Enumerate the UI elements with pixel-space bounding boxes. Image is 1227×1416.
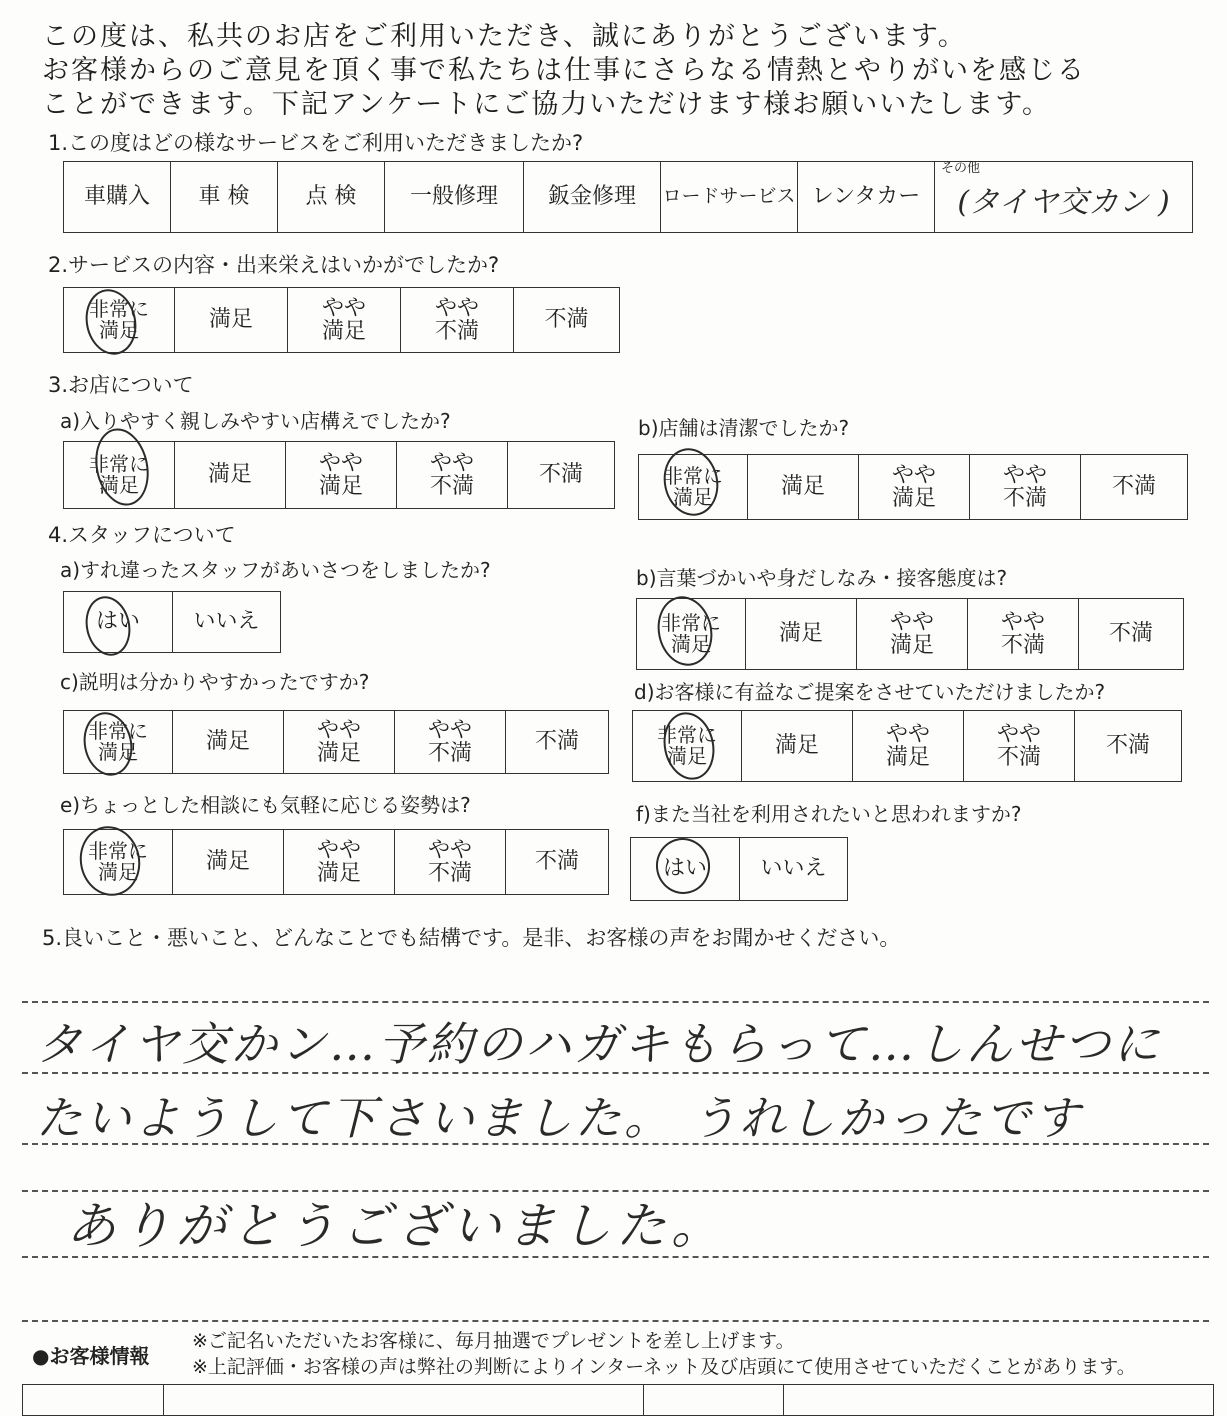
intro-line-2: お客様からのご意見を頂く事で私たちは仕事にさらなる情熱とやりがいを感じる bbox=[42, 55, 1086, 86]
q4a-yes[interactable]: はい bbox=[64, 592, 173, 653]
customer-info-note-2: ※上記評価・お客様の声は弊社の判断によりインターネット及び店頭にて使用させていただくことがあります。 bbox=[192, 1356, 1136, 1378]
q1-option-inspection[interactable]: 点 検 bbox=[278, 162, 385, 233]
comment-line-2 bbox=[22, 1072, 1209, 1074]
q1-options bbox=[63, 161, 1193, 233]
q3b-question: b)店舗は清潔でしたか? bbox=[638, 416, 850, 440]
q1-other-label: その他 bbox=[941, 161, 981, 176]
q2-satisfied[interactable]: 満足 bbox=[175, 288, 288, 353]
intro-line-3: ことができます。下記アンケートにご協力いただけます様お願いいたします。 bbox=[42, 89, 1052, 120]
customer-info-divider-3 bbox=[783, 1385, 784, 1415]
q4c-question: c)説明は分かりやすかったですか? bbox=[60, 670, 370, 694]
q2-dissatisfied[interactable]: 不満 bbox=[514, 288, 620, 353]
q4e-scale bbox=[63, 829, 609, 895]
q2-scale bbox=[63, 287, 620, 353]
q2-somewhat-dissatisfied[interactable]: やや 不満 bbox=[401, 288, 514, 353]
q4d-scale bbox=[632, 710, 1182, 782]
q1-option-inspection-shaken[interactable]: 車 検 bbox=[171, 162, 278, 233]
q4c-scale bbox=[63, 710, 609, 774]
q4e-satisfied[interactable]: 満足 bbox=[173, 830, 284, 895]
comment-handwritten-line-3: ありがとうございました。 bbox=[66, 1197, 726, 1255]
q3a-very-satisfied[interactable]: 非常に 満足 bbox=[64, 442, 175, 509]
q4e-dissatisfied[interactable]: 不満 bbox=[506, 830, 609, 895]
q4e-somewhat-dissatisfied[interactable]: やや 不満 bbox=[395, 830, 506, 895]
q3a-somewhat-satisfied[interactable]: やや 満足 bbox=[286, 442, 397, 509]
comment-line-1 bbox=[22, 1001, 1209, 1003]
q4c-somewhat-dissatisfied[interactable]: やや 不満 bbox=[395, 711, 506, 774]
comment-handwritten-line-1: タイヤ交かン…予約のハガキもらって…しんせつに bbox=[36, 1017, 1163, 1071]
q1-option-rental-car[interactable]: レンタカー bbox=[798, 162, 935, 233]
q4f-question: f)また当社を利用されたいと思われますか? bbox=[636, 802, 1022, 826]
q4d-somewhat-dissatisfied[interactable]: やや 不満 bbox=[964, 711, 1075, 782]
q2-very-satisfied[interactable]: 非常に 満足 bbox=[64, 288, 175, 353]
q4b-satisfied[interactable]: 満足 bbox=[746, 599, 857, 670]
q3b-somewhat-dissatisfied[interactable]: やや 不満 bbox=[970, 455, 1081, 520]
q3a-satisfied[interactable]: 満足 bbox=[175, 442, 286, 509]
q1-other-handwritten: (タイヤ交カン ) bbox=[957, 185, 1170, 221]
q2-title: 2.サービスの内容・出来栄えはいかがでしたか? bbox=[48, 253, 500, 277]
customer-info-divider-1 bbox=[163, 1385, 164, 1415]
comment-line-3 bbox=[22, 1143, 1209, 1145]
q1-option-general-repair[interactable]: 一般修理 bbox=[385, 162, 524, 233]
q3b-somewhat-satisfied[interactable]: やや 満足 bbox=[859, 455, 970, 520]
q1-option-other[interactable] bbox=[935, 162, 1193, 233]
q4c-somewhat-satisfied[interactable]: やや 満足 bbox=[284, 711, 395, 774]
q1-option-road-service[interactable]: ロードサービス bbox=[661, 162, 798, 233]
q4c-very-satisfied[interactable]: 非常に 満足 bbox=[64, 711, 173, 774]
comment-handwritten-line-2: たいようして下さいました。 うれしかったです bbox=[36, 1091, 1083, 1145]
q4b-dissatisfied[interactable]: 不満 bbox=[1079, 599, 1184, 670]
q4b-very-satisfied[interactable]: 非常に 満足 bbox=[637, 599, 746, 670]
q4d-dissatisfied[interactable]: 不満 bbox=[1075, 711, 1182, 782]
comment-line-5 bbox=[22, 1256, 1209, 1258]
q4c-satisfied[interactable]: 満足 bbox=[173, 711, 284, 774]
q4-title: 4.スタッフについて bbox=[48, 523, 236, 547]
q3b-satisfied[interactable]: 満足 bbox=[748, 455, 859, 520]
q4d-question: d)お客様に有益なご提案をさせていただけましたか? bbox=[634, 680, 1106, 704]
q1-title: 1.この度はどの様なサービスをご利用いただきましたか? bbox=[48, 131, 584, 155]
comment-line-6 bbox=[22, 1320, 1209, 1322]
q3b-scale bbox=[638, 454, 1188, 520]
q3a-somewhat-dissatisfied[interactable]: やや 不満 bbox=[397, 442, 508, 509]
q4a-question: a)すれ違ったスタッフがあいさつをしましたか? bbox=[60, 558, 491, 582]
q4f-no[interactable]: いいえ bbox=[740, 838, 848, 901]
q4d-satisfied[interactable]: 満足 bbox=[742, 711, 853, 782]
q5-title: 5.良いこと・悪いこと、どんなことでも結構です。是非、お客様の声をお聞かせください。 bbox=[42, 926, 901, 950]
q3b-dissatisfied[interactable]: 不満 bbox=[1081, 455, 1188, 520]
q4b-somewhat-satisfied[interactable]: やや 満足 bbox=[857, 599, 968, 670]
q4e-very-satisfied[interactable]: 非常に 満足 bbox=[64, 830, 173, 895]
q4b-somewhat-dissatisfied[interactable]: やや 不満 bbox=[968, 599, 1079, 670]
customer-info-divider-2 bbox=[643, 1385, 644, 1415]
q4c-dissatisfied[interactable]: 不満 bbox=[506, 711, 609, 774]
customer-info-table bbox=[22, 1384, 1214, 1416]
q4e-somewhat-satisfied[interactable]: やや 満足 bbox=[284, 830, 395, 895]
customer-info-note-1: ※ご記名いただいたお客様に、毎月抽選でプレゼントを差し上げます。 bbox=[192, 1330, 795, 1352]
q3-title: 3.お店について bbox=[48, 373, 194, 397]
q2-somewhat-satisfied[interactable]: やや 満足 bbox=[288, 288, 401, 353]
q4e-question: e)ちょっとした相談にも気軽に応じる姿勢は? bbox=[60, 793, 471, 817]
q4d-very-satisfied[interactable]: 非常に 満足 bbox=[633, 711, 742, 782]
customer-info-label: ●お客様情報 bbox=[32, 1344, 150, 1368]
q1-option-purchase[interactable]: 車購入 bbox=[64, 162, 171, 233]
q4d-somewhat-satisfied[interactable]: やや 満足 bbox=[853, 711, 964, 782]
q1-option-body-repair[interactable]: 鈑金修理 bbox=[524, 162, 661, 233]
q3a-dissatisfied[interactable]: 不満 bbox=[508, 442, 615, 509]
q4b-scale bbox=[636, 598, 1184, 670]
q4a-no[interactable]: いいえ bbox=[173, 592, 281, 653]
q4f-yes[interactable]: はい bbox=[631, 838, 740, 901]
q3b-very-satisfied[interactable]: 非常に 満足 bbox=[639, 455, 748, 520]
q3a-question: a)入りやすく親しみやすい店構えでしたか? bbox=[60, 409, 451, 433]
intro-line-1: この度は、私共のお店をご利用いただき、誠にありがとうございます。 bbox=[42, 21, 967, 52]
q4b-question: b)言葉づかいや身だしなみ・接客態度は? bbox=[636, 566, 1008, 590]
